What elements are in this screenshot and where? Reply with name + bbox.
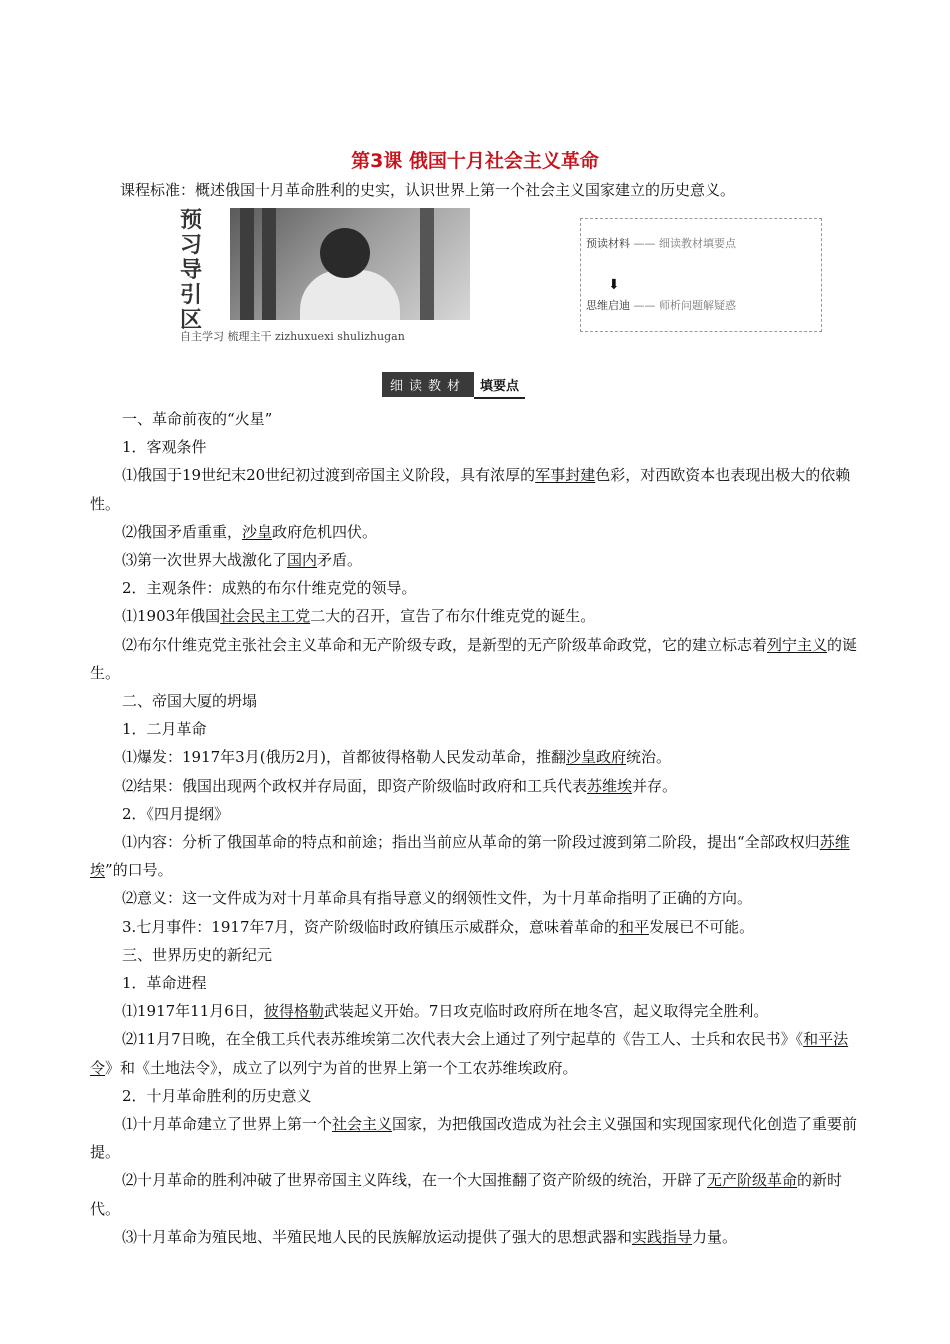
course-standard: 课程标准：概述俄国十月革命胜利的史实，认识世界上第一个社会主义国家建立的历史意义。 bbox=[120, 181, 736, 199]
key-term: 和平 bbox=[619, 917, 650, 936]
content-paragraph: ⑴1917年11月6日，彼得格勒武装起义开始。7日攻克临时政府所在地冬宫，起义取得完全胜利。 bbox=[122, 1002, 769, 1021]
banner-char: 引 bbox=[180, 283, 203, 308]
content-paragraph: ⑴1903年俄国社会民主工党二大的召开，宣告了布尔什维克党的诞生。 bbox=[122, 607, 596, 626]
content-paragraph: 1．二月革命 bbox=[122, 720, 207, 739]
key-term: 沙皇 bbox=[242, 522, 273, 541]
banner-char: 导 bbox=[180, 258, 203, 283]
content-paragraph: 三、世界历史的新纪元 bbox=[122, 945, 273, 964]
lesson-content bbox=[90, 405, 860, 1251]
key-term: 军事封建 bbox=[535, 466, 596, 485]
content-paragraph: ⑵意义：这一文件成为对十月革命具有指导意义的纲领性文件，为十月革命指明了正确的方向。 bbox=[122, 889, 753, 908]
section-banner bbox=[382, 372, 525, 394]
content-paragraph: ⑴俄国于19世纪末20世纪初过渡到帝国主义阶段，具有浓厚的军事封建色彩，对西欧资本也表现出极大的依赖性。 bbox=[90, 466, 851, 513]
down-arrow-icon: ⬇ bbox=[608, 277, 620, 293]
content-paragraph: 2．《四月提纲》 bbox=[122, 804, 230, 823]
content-paragraph: ⑴爆发：1917年3月(俄历2月)，首都彼得格勒人民发动革命，推翻沙皇政府统治。 bbox=[122, 748, 671, 767]
content-paragraph: 一、革命前夜的“火星” bbox=[122, 410, 273, 428]
section-banner-main: 细读教材 bbox=[382, 372, 474, 397]
key-term: 列宁主义 bbox=[767, 635, 828, 654]
preview-banner bbox=[180, 208, 825, 348]
content-paragraph: ⑵结果：俄国出现两个政权并存局面，即资产阶级临时政府和工兵代表苏维埃并存。 bbox=[122, 776, 678, 795]
key-term: 国内 bbox=[287, 551, 318, 570]
content-paragraph: ⑶第一次世界大战激化了国内矛盾。 bbox=[122, 551, 363, 570]
key-term: 社会民主工党 bbox=[220, 607, 311, 626]
guide-step-2: 思维启迪 bbox=[586, 299, 630, 312]
key-term: 沙皇政府 bbox=[565, 748, 626, 767]
guide-step-2-desc: —— 师析问题解疑惑 bbox=[633, 299, 736, 312]
banner-char: 区 bbox=[180, 308, 203, 333]
key-term: 彼得格勒 bbox=[263, 1002, 324, 1021]
content-paragraph: ⑴十月革命建立了世界上第一个社会主义国家，为把俄国改造成为社会主义强国和实现国家现代化创造了重要前提。 bbox=[90, 1115, 858, 1162]
content-paragraph: 1．革命进程 bbox=[122, 974, 207, 993]
content-paragraph: 2．十月革命胜利的历史意义 bbox=[122, 1086, 312, 1105]
content-paragraph: ⑵十月革命的胜利冲破了世界帝国主义阵线，在一个大国推翻了资产阶级的统治，开辟了无产阶级革命的新时代。 bbox=[90, 1171, 843, 1218]
content-paragraph: 1．客观条件 bbox=[122, 438, 207, 457]
key-term: 社会主义 bbox=[332, 1115, 393, 1134]
content-paragraph: 3.七月事件：1917年7月，资产阶级临时政府镇压示威群众，意味着革命的和平发展已不可能。 bbox=[122, 917, 755, 936]
content-paragraph: ⑶十月革命为殖民地、半殖民地人民的民族解放运动提供了强大的思想武器和实践指导力量。 bbox=[122, 1227, 738, 1246]
content-paragraph: ⑴内容：分析了俄国革命的特点和前途；指出当前应从革命的第一阶段过渡到第二阶段，提出“全部政权归苏维埃”的口号。 bbox=[90, 833, 850, 880]
key-term: 苏维埃 bbox=[90, 833, 850, 880]
banner-subtitle: 自主学习 梳理主干 zizhuxuexi shulizhugan bbox=[180, 330, 405, 343]
content-paragraph: 二、帝国大厦的坍塌 bbox=[122, 692, 258, 711]
key-term: 苏维埃 bbox=[587, 776, 633, 795]
guide-step-1: 预读材料 bbox=[586, 237, 630, 250]
content-paragraph: ⑵11月7日晚，在全俄工兵代表苏维埃第二次代表大会上通过了列宁起草的《告工人、士兵和农民书》《和平法令》和《土地法令》，成立了以列宁为首的世界上第一个工农苏维埃政府。 bbox=[90, 1030, 849, 1077]
content-paragraph: ⑵布尔什维克党主张社会主义革命和无产阶级专政，是新型的无产阶级革命政党，它的建立标志着列宁主义的诞生。 bbox=[90, 635, 858, 682]
banner-photo bbox=[230, 208, 470, 320]
banner-char: 习 bbox=[180, 233, 203, 258]
content-paragraph: 2．主观条件：成熟的布尔什维克党的领导。 bbox=[122, 579, 417, 598]
key-term: 实践指导 bbox=[632, 1227, 693, 1246]
banner-guide-box bbox=[580, 218, 822, 332]
banner-vertical-title bbox=[180, 208, 220, 333]
key-term: 无产阶级革命 bbox=[707, 1171, 798, 1190]
section-banner-tail: 填要点 bbox=[474, 372, 525, 399]
content-paragraph: ⑵俄国矛盾重重，沙皇政府危机四伏。 bbox=[122, 522, 378, 541]
guide-step-1-desc: —— 细读教材填要点 bbox=[633, 237, 736, 250]
banner-char: 预 bbox=[180, 208, 203, 233]
key-term: 和平法令 bbox=[90, 1030, 849, 1077]
page-title: 第3课 俄国十月社会主义革命 bbox=[351, 150, 599, 172]
